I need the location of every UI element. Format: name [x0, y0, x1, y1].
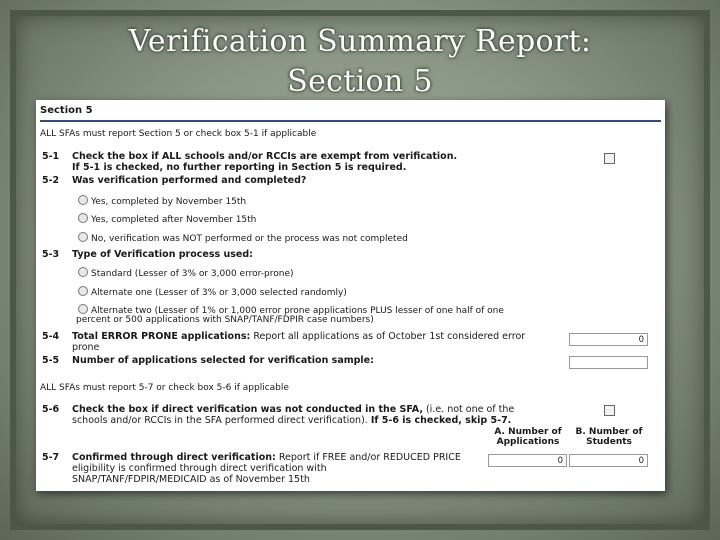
column-header-students	[569, 427, 649, 447]
question-5-2-label: Was verification performed and completed?	[72, 175, 307, 186]
radio-option[interactable]	[78, 213, 558, 226]
error-prone-input[interactable]: 0	[569, 333, 648, 346]
radio-option[interactable]	[78, 195, 558, 208]
question-number: 5-7	[42, 452, 60, 463]
column-b-line1: B. Number of	[575, 427, 643, 437]
slide-subtitle: Section 5	[287, 64, 433, 99]
column-a-line1: A. Number of	[494, 427, 562, 437]
question-5-1-line1: Check the box if ALL schools and/or RCCIs are exempt from verification.	[72, 151, 458, 162]
question-number: 5-1	[42, 151, 60, 162]
radio-button[interactable]	[78, 232, 88, 242]
question-5-3-label: Type of Verification process used:	[72, 249, 253, 260]
slide-title: Verification Summary Report:	[128, 24, 592, 59]
radio-button[interactable]	[78, 304, 88, 314]
question-5-4-label: Total ERROR PRONE applications:	[72, 331, 251, 342]
question-5-6-skip-note: If 5-6 is checked, skip 5-7.	[370, 415, 512, 426]
question-5-7-detail-2: eligibility is confirmed through direct verification with	[72, 463, 327, 474]
question-5-6-label: Check the box if direct verification was not conducted in the SFA,	[72, 404, 423, 415]
radio-label: No, verification was NOT performed or the process was not completed	[91, 234, 408, 244]
question-number: 5-4	[42, 331, 60, 342]
column-header-applications	[488, 427, 568, 447]
radio-button[interactable]	[78, 195, 88, 205]
radio-button[interactable]	[78, 213, 88, 223]
question-5-7	[72, 452, 492, 485]
question-5-4	[72, 331, 552, 353]
form-screenshot	[36, 100, 665, 491]
question-number: 5-5	[42, 355, 60, 366]
radio-option[interactable]	[78, 267, 558, 280]
question-5-6-detail: (i.e. not one of the	[422, 404, 515, 415]
question-5-4-detail-2: prone	[72, 342, 100, 353]
question-5-7-detail: Report if FREE and/or REDUCED PRICE	[275, 452, 461, 463]
column-b-line2: Students	[586, 437, 632, 447]
students-count-input[interactable]: 0	[569, 454, 648, 467]
question-5-6	[72, 404, 582, 426]
radio-option[interactable]	[78, 232, 558, 245]
direct-verification-checkbox[interactable]	[604, 405, 615, 416]
radio-label: Yes, completed by November 15th	[91, 197, 247, 207]
section-header: Section 5	[40, 105, 93, 116]
exempt-checkbox[interactable]	[604, 153, 615, 164]
instruction-note: ALL SFAs must report 5-7 or check box 5-6 if applicable	[40, 383, 289, 393]
question-5-1-line2: If 5-1 is checked, no further reporting in Section 5 is required.	[72, 162, 407, 173]
radio-label-continued: percent or 500 applications with SNAP/TANF/FDPIR case numbers)	[76, 315, 374, 325]
radio-button[interactable]	[78, 286, 88, 296]
radio-label: Standard (Lesser of 3% or 3,000 error-prone)	[91, 269, 294, 279]
applications-count-input[interactable]: 0	[488, 454, 567, 467]
radio-option[interactable]	[78, 286, 558, 299]
question-5-6-detail-2: schools and/or RCCIs in the SFA performed direct verification).	[72, 415, 371, 426]
question-5-7-detail-3: SNAP/TANF/FDPIR/MEDICAID as of November 15th	[72, 474, 310, 485]
question-5-3	[72, 249, 532, 260]
section-divider	[40, 120, 661, 122]
question-5-7-label: Confirmed through direct verification:	[72, 452, 276, 463]
question-number: 5-3	[42, 249, 60, 260]
radio-label: Alternate two (Lesser of 1% or 1,000 error prone applications PLUS lesser of one half of one	[91, 306, 504, 316]
instruction-note: ALL SFAs must report Section 5 or check box 5-1 if applicable	[40, 129, 317, 139]
column-a-line2: Applications	[496, 437, 560, 447]
question-5-4-detail: Report all applications as of October 1st considered error	[250, 331, 526, 342]
question-5-2	[72, 175, 532, 186]
question-5-1	[72, 151, 532, 173]
radio-label: Alternate one (Lesser of 3% or 3,000 selected randomly)	[91, 288, 347, 298]
question-5-5	[72, 355, 532, 366]
question-number: 5-6	[42, 404, 60, 415]
question-number: 5-2	[42, 175, 60, 186]
radio-label: Yes, completed after November 15th	[91, 215, 257, 225]
radio-button[interactable]	[78, 267, 88, 277]
question-5-5-label: Number of applications selected for verification sample:	[72, 355, 374, 366]
sample-size-input[interactable]	[569, 356, 648, 369]
